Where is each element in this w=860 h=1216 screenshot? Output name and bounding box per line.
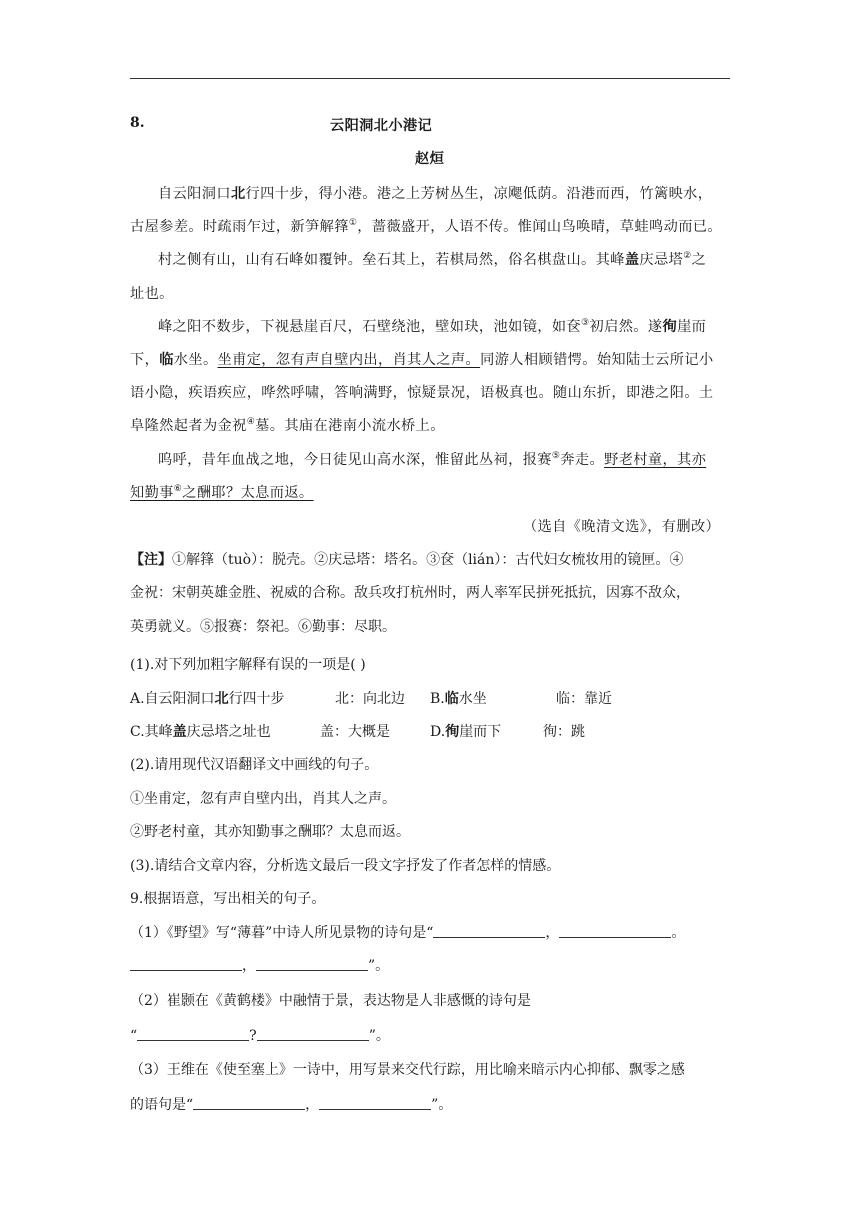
option-a: A.自云阳洞口北行四十步 — [130, 691, 285, 707]
answer-blank[interactable] — [137, 1027, 249, 1041]
question-9-title: 9.根据语意，写出相关的句子。 — [130, 891, 326, 907]
footnote-6: ⑥ — [173, 484, 183, 494]
answer-blank[interactable] — [256, 957, 368, 971]
passage-p1-line1: 自云阳洞口北行四十步，得小港。港之上芳树丛生，凉飔低荫。沿港而西，竹篱映水， — [158, 186, 713, 202]
underlined-sentence-2b: 知勤事⑥之酬耶？太息而返。 — [130, 484, 314, 501]
footnote-3: ③ — [581, 318, 590, 328]
notes-line1: 【注】①解箨（tuò）：脱壳。②庆忌塔：塔名。③奁（lián）：古代妇女梳妆用的镜匣。④ — [130, 552, 684, 568]
passage-author: 赵烜 — [415, 151, 445, 167]
passage-p3-line1: 峰之阳不数步，下视悬崖百尺，石壁绕池，壁如玦，池如镜，如奁③初启然。遂徇崖而 — [158, 318, 707, 335]
bold-char-lin: 临 — [159, 352, 174, 368]
option-d-gloss: 徇：跳 — [543, 724, 585, 740]
answer-blank[interactable] — [319, 1096, 431, 1110]
answer-blank[interactable] — [433, 924, 545, 938]
source-line: （选自《晚清文选》，有删改） — [523, 519, 721, 535]
passage-p3-line2: 下，临水坐。坐甫定，忽有声自壁内出，肖其人之声。同游人相顾错愕。始知陆士云所记小 — [130, 352, 714, 368]
notes-line2: 金祝：宋朝英雄金胜、祝威的合称。敌兵攻打杭州时，两人率军民拼死抵抗，因寡不敌众， — [130, 585, 690, 601]
answer-blank[interactable] — [559, 924, 671, 938]
q9-item3-line1: （3）王维在《使至塞上》一诗中，用写景来交代行踪，用比喻来暗示内心抑郁、飘零之感 — [130, 1062, 685, 1078]
footnote-4: ④ — [246, 417, 256, 427]
passage-p4-line1: 呜呼，昔年血战之地，今日徒见山高水深，惟留此丛祠，报赛⑤奔走。野老村童，其亦 — [158, 451, 707, 468]
passage-p3-line4: 阜隆然起者为金祝④墓。其庙在港南小流水桥上。 — [130, 417, 445, 434]
passage-p2-line1: 村之侧有山，山有石峰如覆钟。垒石其上，若棋局然，俗名棋盘山。其峰盖庆忌塔②之 — [158, 251, 707, 268]
passage-p1-line2: 古屋参差。时疏雨乍过，新笋解箨①，蔷薇盛开，人语不传。惟闻山鸟唤晴，草蛙鸣动而已。 — [130, 218, 722, 235]
q8-sub2: (2).请用现代汉语翻译文中画线的句子。 — [130, 757, 379, 773]
passage-p2-line2: 址也。 — [130, 286, 174, 302]
option-a-gloss: 北：向北边 — [335, 691, 405, 707]
option-b: B.临水坐 — [430, 691, 487, 707]
option-d: D.徇崖而下 — [430, 724, 502, 740]
passage-title: 云阳洞北小港记 — [330, 118, 433, 134]
bold-char-bei: 北 — [230, 186, 246, 202]
q9-item1-line1: （1）《野望》写“薄暮”中诗人所见景物的诗句是“ ， 。 — [130, 925, 686, 941]
underlined-sentence-2a: 野老村童，其亦 — [604, 452, 707, 468]
option-b-gloss: 临：靠近 — [556, 691, 612, 707]
passage-p4-line2 — [130, 482, 314, 502]
answer-blank[interactable] — [130, 957, 242, 971]
q8-sub1: (1).对下列加粗字解释有误的一项是( ) — [130, 657, 366, 673]
answer-blank[interactable] — [193, 1096, 305, 1110]
q9-item3-line2: 的语句是“ ， ”。 — [130, 1097, 453, 1113]
notes-line3: 英勇就义。⑤报赛：祭祀。⑥勤事：尽职。 — [130, 619, 396, 635]
q9-item1-line2: ， ”。 — [130, 955, 389, 975]
passage-p3-line3: 语小隐，疾语疾应，哗然呼啸，答响满野，惊疑景况，语极真也。随山东折，即港之阳。土 — [130, 385, 714, 401]
bold-char-gai: 盖 — [624, 252, 640, 268]
q8-sub2-item1: ①坐甫定，忽有声自壁内出，肖其人之声。 — [130, 791, 396, 807]
option-c-gloss: 盖：大概是 — [320, 724, 390, 740]
q8-sub2-item2: ②野老村童，其亦知勤事之酬耶？太息而返。 — [130, 824, 410, 840]
question-8-number: 8. — [130, 115, 145, 131]
footnote-5: ⑤ — [551, 451, 561, 461]
footnote-2: ② — [683, 251, 692, 261]
footnote-1: ① — [348, 218, 358, 228]
option-c: C.其峰盖庆忌塔之址也 — [130, 724, 271, 740]
q8-sub3: (3).请结合文章内容，分析选文最后一段文字抒发了作者怎样的情感。 — [130, 858, 561, 874]
header-rule — [130, 78, 730, 79]
bold-char-xun: 徇 — [662, 319, 678, 335]
q9-item2-line2: “ ? ”。 — [130, 1028, 390, 1044]
q9-item2-line1: （2）崔颢在《黄鹤楼》中融情于景，表达物是人非感慨的诗句是 — [130, 993, 531, 1009]
answer-blank[interactable] — [257, 1027, 369, 1041]
underlined-sentence-1: 坐甫定，忽有声自壁内出，肖其人之声。 — [217, 352, 481, 368]
